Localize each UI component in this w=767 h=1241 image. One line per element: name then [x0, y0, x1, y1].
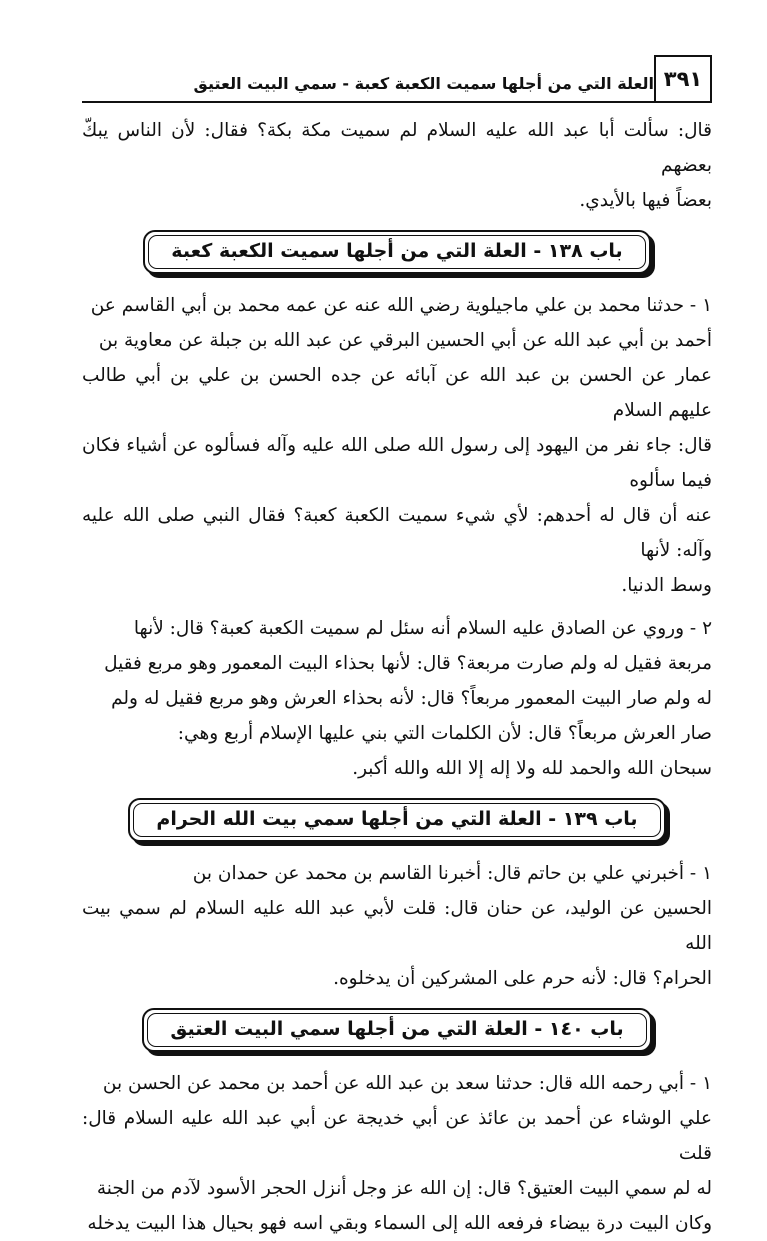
chapter-heading-140 — [82, 1008, 712, 1052]
chapter-heading-139 — [82, 798, 712, 842]
hadith-paragraph: ١ - حدثنا محمد بن علي ماجيلوية رضي الله عنه عن عمه محمد بن أبي القاسم عن أحمد بن أبي عبد الله عن أبي الحسين البرقي عن عبد الله بن جبلة عن معاوية بن عمار عن الحسن بن عبد الله عن آبائه عن جده الحسن بن علي بن أبي طالب عليهم السلام قال: جاء نفر من اليهود إلى رسول الله صلى الله عليه وآله فسألوه عن أشياء فكان فيما سألوه عنه أن قال له أحدهم: لأي شيء سميت الكعبة كعبة؟ فقال النبي صلى الله عليه وآله: لأنها وسط الدنيا. — [82, 295, 712, 596]
chapter-heading-138 — [82, 230, 712, 274]
page-number: ٣٩١ — [654, 55, 712, 101]
chapter-title-140: باب ١٤٠ - العلة التي من أجلها سمي البيت العتيق — [142, 1008, 651, 1052]
hadith-paragraph: ٢ - وروي عن الصادق عليه السلام أنه سئل لم سميت الكعبة كعبة؟ قال: لأنها مربعة فقيل له ولم صارت مربعة؟ قال: لأنها بحذاء البيت المعمور وهو مربع فقيل له ولم صار البيت المعمور مربعاً؟ قال: لأنه بحذاء العرش وهو مربع فقيل له ولم صار العرش مربعاً؟ قال: لأن الكلمات التي بني عليها الإسلام أربع وهي: سبحان الله والحمد لله ولا إله إلا الله والله أكبر. — [104, 618, 712, 779]
hadith-paragraph: ١ - أبي رحمه الله قال: حدثنا سعد بن عبد الله عن أحمد بن محمد عن الحسن بن علي الوشاء عن أحمد بن عائذ عن أبي خديجة عن أبي عبد الله عليه السلام قال: قلت له لم سمي البيت العتيق؟ قال: إن الله عز وجل أنزل الحجر الأسود لآدم من الجنة وكان البيت درة بيضاء فرفعه الله إلى السماء وبقي اسه فهو بحيال هذا البيت يدخله — [82, 1073, 712, 1234]
running-title: العلة التي من أجلها سميت الكعبة كعبة - سمي البيت العتيق — [193, 74, 654, 93]
hadith-paragraph: ١ - أخبرني علي بن حاتم قال: أخبرنا القاسم بن محمد عن حمدان بن الحسين عن الوليد، عن حنان قال: قلت لأبي عبد الله عليه السلام لم سمي بيت الله الحرام؟ قال: لأنه حرم على المشركين أن يدخلوه. — [82, 863, 712, 989]
intro-paragraph: قال: سألت أبا عبد الله عليه السلام لم سميت مكة بكة؟ فقال: لأن الناس يبكّ بعضهم بعضاً فيها بالأيدي. — [82, 120, 712, 211]
chapter-title-139: باب ١٣٩ - العلة التي من أجلها سمي بيت الله الحرام — [128, 798, 665, 842]
chapter-title-138: باب ١٣٨ - العلة التي من أجلها سميت الكعبة كعبة — [143, 230, 650, 274]
running-header — [82, 55, 712, 103]
book-page — [82, 55, 712, 1234]
